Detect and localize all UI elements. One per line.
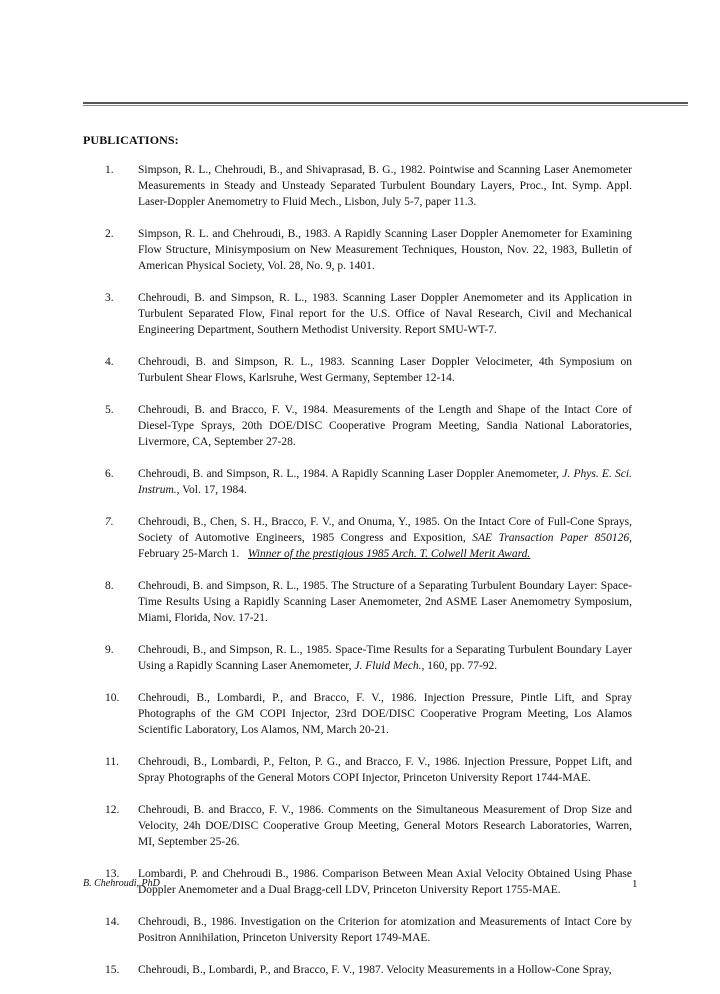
publication-number: 15. [105,964,120,976]
citation-text: Chehroudi, B., Lombardi, P., Felton, P. G., and Bracco, F. V., 1986. Injection Pressure, Poppet Lift, and Spray Photographs of the General Motors COPI Injector, Princeton University Report 1744-MAE. [138,756,632,784]
publication-text [138,802,632,850]
publication-number: 7. [105,516,114,528]
publication-number: 6. [105,468,114,480]
page-number: 1 [632,878,638,890]
publication-number: 2. [105,228,114,240]
citation-journal: SAE Transaction Paper 850126 [472,532,630,544]
publication-text [138,578,632,626]
citation-text: Chehroudi, B. and Bracco, F. V., 1986. Comments on the Simultaneous Measurement of Drop Size and Velocity, 24h DOE/DISC Cooperative Group Meeting, General Motors Research Laboratories, Warren, MI, September 25-26. [138,804,632,848]
citation-details: , February 25-March 1. [138,532,635,560]
citation-text: Chehroudi, B., Chen, S. H., Bracco, F. V., and Onuma, Y., 1985. On the Intact Core of Full-Cone Sprays, Society of Automotive Engineers, 1985 Congress and Exposition, [138,516,632,544]
publication-text [138,354,632,386]
citation-text: Chehroudi, B., 1986. Investigation on the Criterion for atomization and Measurements of Intact Core by Positron Annihilation, Princeton University Report 1749-MAE. [138,916,632,944]
publication-item [83,802,632,850]
publication-text [138,690,632,738]
publication-text [138,914,632,946]
publication-list [83,162,635,994]
publication-item [83,162,632,210]
publication-text [138,466,632,498]
citation-journal: J. Phys. E. Sci. Instrum. [138,468,632,496]
citation-text: Chehroudi, B., and Simpson, R. L., 1985. Space-Time Results for a Separating Turbulent Boundary Layer Using a Rapidly Scanning Laser Anemometer, [138,644,632,672]
citation-text: Chehroudi, B. and Simpson, R. L., 1985. The Structure of a Separating Turbulent Boundary Layer: Space-Time Results Using a Rapidly Scanning Laser Anemometer, 2nd ASME Laser Anemometry Symposium, Miami, Florida, Nov. 17-21. [138,580,632,624]
publication-number: 4. [105,356,114,368]
citation-text: Simpson, R. L. and Chehroudi, B., 1983. A Rapidly Scanning Laser Doppler Anemometer for Examining Flow Structure, Minisymposium on New Measurement Techniques, Houston, Nov. 22, 1983, Bulletin of American Physical Society, Vol. 28, No. 9, p. 1401. [138,228,632,272]
publication-text [138,642,632,674]
publication-number: 8. [105,580,114,592]
publication-item [83,514,635,562]
publication-text [138,962,632,978]
publication-number: 1. [105,164,114,176]
citation-text: Chehroudi, B. and Bracco, F. V., 1984. Measurements of the Length and Shape of the Intact Core of Diesel-Type Sprays, 20th DOE/DISC Cooperative Program Meeting, Sandia National Laboratories, Livermore, CA, September 27-28. [138,404,632,448]
publication-text [138,226,632,274]
publication-item [83,690,632,738]
publication-text [138,290,632,338]
publication-number: 9. [105,644,114,656]
publication-number: 11. [105,756,119,768]
publication-item [83,354,632,386]
citation-text: Chehroudi, B. and Simpson, R. L., 1983. Scanning Laser Doppler Velocimeter, 4th Symposium on Turbulent Shear Flows, Karlsruhe, West Germany, September 12-14. [138,356,632,384]
citation-journal: J. Fluid Mech. [354,660,422,672]
publication-text [138,514,635,562]
publication-number: 14. [105,916,120,928]
publication-text [138,866,632,898]
publication-text [138,402,632,450]
publication-item [83,290,632,338]
footer-author: B. Chehroudi, PhD [83,878,160,889]
publication-item [83,914,632,946]
publication-number: 13. [105,868,120,880]
citation-text: Chehroudi, B., Lombardi, P., and Bracco, F. V., 1986. Injection Pressure, Pintle Lift, and Spray Photographs of the GM COPI Injector, 23rd DOE/DISC Cooperative Program Meeting, Los Alamos Scientific Laboratory, Los Alamos, NM, March 20-21. [138,692,632,736]
publication-item [83,642,632,674]
publication-item [83,226,632,274]
citation-text: Lombardi, P. and Chehroudi B., 1986. Comparison Between Mean Axial Velocity Obtained Using Phase Doppler Anemometer and a Dual Bragg-cell LDV, Princeton University Report 1755-MAE. [138,868,632,896]
publication-number: 3. [105,292,114,304]
publication-text [138,162,632,210]
publication-item [83,962,632,978]
publication-item [83,754,632,786]
header-rule-thick [83,102,688,104]
publication-item [83,466,632,498]
publication-item [83,402,632,450]
publication-text [138,754,632,786]
citation-text: Simpson, R. L., Chehroudi, B., and Shivaprasad, B. G., 1982. Pointwise and Scanning Laser Anemometer Measurements in Steady and Unsteady Separated Turbulent Boundary Layers, Proc., Int. Symp. Appl. Laser-Doppler Anemometry to Fluid Mech., Lisbon, July 5-7, paper 11.3. [138,164,632,208]
publication-number: 5. [105,404,114,416]
citation-details: , Vol. 17, 1984. [176,484,247,496]
citation-text: Chehroudi, B., Lombardi, P., and Bracco, F. V., 1987. Velocity Measurements in a Hollow-Cone Spray, [138,964,612,976]
header-rule-thin [83,105,688,106]
citation-details: , 160, pp. 77-92. [421,660,498,672]
award-note: Winner of the prestigious 1985 Arch. T. Colwell Merit Award. [247,548,531,560]
section-heading: PUBLICATIONS: [83,133,179,147]
publication-number: 10. [105,692,120,704]
publication-number: 12. [105,804,120,816]
citation-text: Chehroudi, B. and Simpson, R. L., 1983. Scanning Laser Doppler Anemometer and its Application in Turbulent Separated Flow, Final report for the U.S. Office of Naval Research, Civil and Mechanical Engineering Department, Southern Methodist University. Report SMU-WT-7. [138,292,632,336]
publication-item [83,578,632,626]
publication-item [83,866,632,898]
citation-text: Chehroudi, B. and Simpson, R. L., 1984. A Rapidly Scanning Laser Doppler Anemometer, [138,468,563,480]
